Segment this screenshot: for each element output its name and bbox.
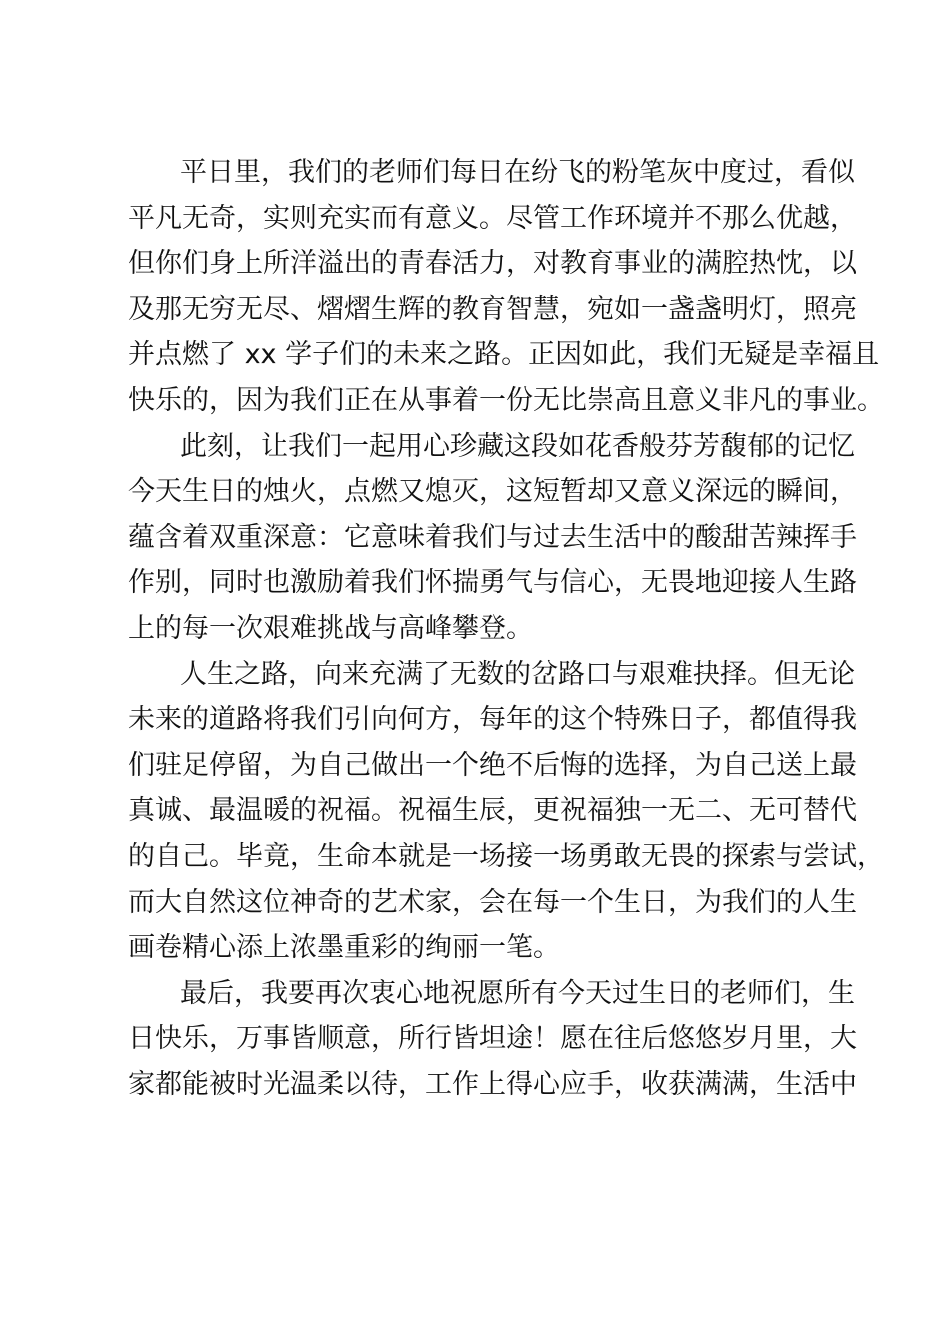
paragraph-2	[128, 424, 857, 652]
paragraph-line: 们驻足停留，为自己做出一个绝不后悔的选择，为自己送上最	[128, 749, 857, 781]
paragraph-line: 今天生日的烛火，点燃又熄灭，这短暂却又意义深远的瞬间，	[128, 476, 857, 508]
paragraph-line: 的自己。毕竟，生命本就是一场接一场勇敢无畏的探索与尝试，	[128, 840, 884, 872]
paragraph-line: 平日里，我们的老师们每日在纷飞的粉笔灰中度过，看似	[180, 157, 855, 188]
paragraph-line: 真诚、最温暖的祝福。祝福生辰，更祝福独一无二、无可替代	[128, 795, 857, 827]
paragraph-line: 平凡无奇，实则充实而有意义。尽管工作环境并不那么优越，	[128, 202, 857, 234]
paragraph-line: 最后，我要再次衷心地祝愿所有今天过生日的老师们，生	[180, 977, 855, 1009]
paragraph-line: 画卷精心添上浓墨重彩的绚丽一笔。	[128, 932, 560, 964]
paragraph-line: 未来的道路将我们引向何方，每年的这个特殊日子，都值得我	[128, 704, 857, 736]
paragraph-3	[128, 652, 884, 971]
paragraph-1	[128, 150, 884, 424]
paragraph-line: 作别，同时也激励着我们怀揣勇气与信心，无畏地迎接人生路	[128, 567, 857, 599]
paragraph-4	[128, 971, 857, 1108]
paragraph-line: 但你们身上所洋溢出的青春活力，对教育事业的满腔热忱，以	[128, 248, 857, 280]
paragraph-line: 快乐的，因为我们正在从事着一份无比崇高且意义非凡的事业。	[128, 384, 884, 416]
paragraph-line: 并点燃了 xx 学子们的未来之路。正因如此，我们无疑是幸福且	[128, 339, 880, 371]
paragraph-line: 日快乐，万事皆顺意，所行皆坦途！愿在往后悠悠岁月里，大	[128, 1023, 857, 1055]
document-body	[128, 150, 884, 1107]
paragraph-line: 此刻，让我们一起用心珍藏这段如花香般芬芳馥郁的记忆	[180, 430, 855, 462]
paragraph-line: 而大自然这位神奇的艺术家，会在每一个生日，为我们的人生	[128, 886, 857, 918]
paragraph-line: 及那无穷无尽、熠熠生辉的教育智慧，宛如一盏盏明灯，照亮	[128, 293, 857, 325]
paragraph-line: 人生之路，向来充满了无数的岔路口与艰难抉择。但无论	[180, 658, 855, 690]
paragraph-line: 家都能被时光温柔以待，工作上得心应手，收获满满，生活中	[128, 1068, 857, 1100]
paragraph-line: 蕴含着双重深意：它意味着我们与过去生活中的酸甜苦辣挥手	[128, 521, 857, 553]
paragraph-line: 上的每一次艰难挑战与高峰攀登。	[128, 612, 533, 644]
